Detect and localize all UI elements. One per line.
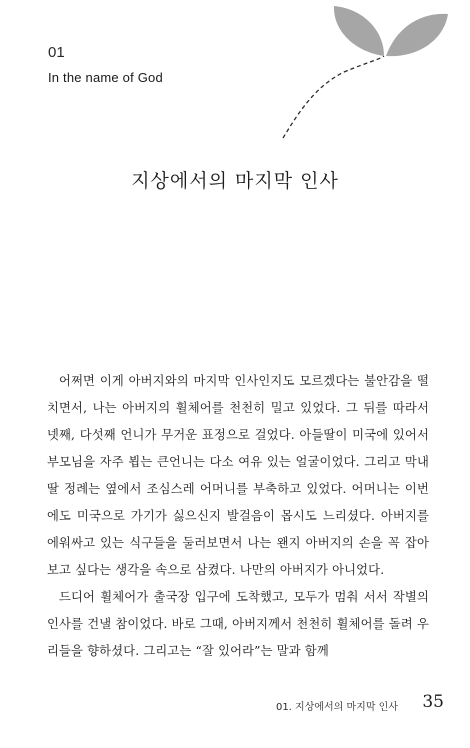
left-leaf-icon [334,6,384,56]
right-leaf-icon [386,14,448,56]
paragraph: 드디어 휠체어가 출국장 입구에 도착했고, 모두가 멈춰 서서 작별의 인사를 건낼 참이었다. 바로 그때, 아버지께서 천천히 휠체어를 돌려 우리들을 향하셨다. 그리고는 “잘 있어라”는 말과 함께 [47,590,429,658]
dashed-stem [283,56,384,138]
paragraph: 어쩌면 이게 아버지와의 마지막 인사인지도 모르겠다는 불안감을 떨치면서, 나는 아버지의 휠체어를 천천히 밀고 있었다. 그 뒤를 따라서 넷째, 다섯째 언니가 무거운 표정으로 걸었다. 아들딸이 미국에 있어서 부모님을 자주 뵙는 큰언니는 다소 여유 있는 얼굴이었다. 그리고 막내딸 정례는 옆에서 조심스레 어머니를 부축하고 있었다. 어머니는 이번에도 미국으로 가기가 싫으신지 발걸음이 몹시도 느리셨다. 아버지를 에워싸고 있는 식구들을 둘러보면서 나는 왠지 아버지의 손을 꼭 잡아 보고 싶다는 생각을 속으로 삼켰다. 나만의 아버지가 아니었다. [47,374,429,577]
chapter-subtitle: In the name of God [48,70,163,85]
page-number: 35 [422,692,444,712]
chapter-title: 지상에서의 마지막 인사 [131,169,339,192]
body-text [47,368,429,665]
chapter-number: 01 [48,44,65,61]
running-title: 01. 지상에서의 마지막 인사 [275,702,398,713]
